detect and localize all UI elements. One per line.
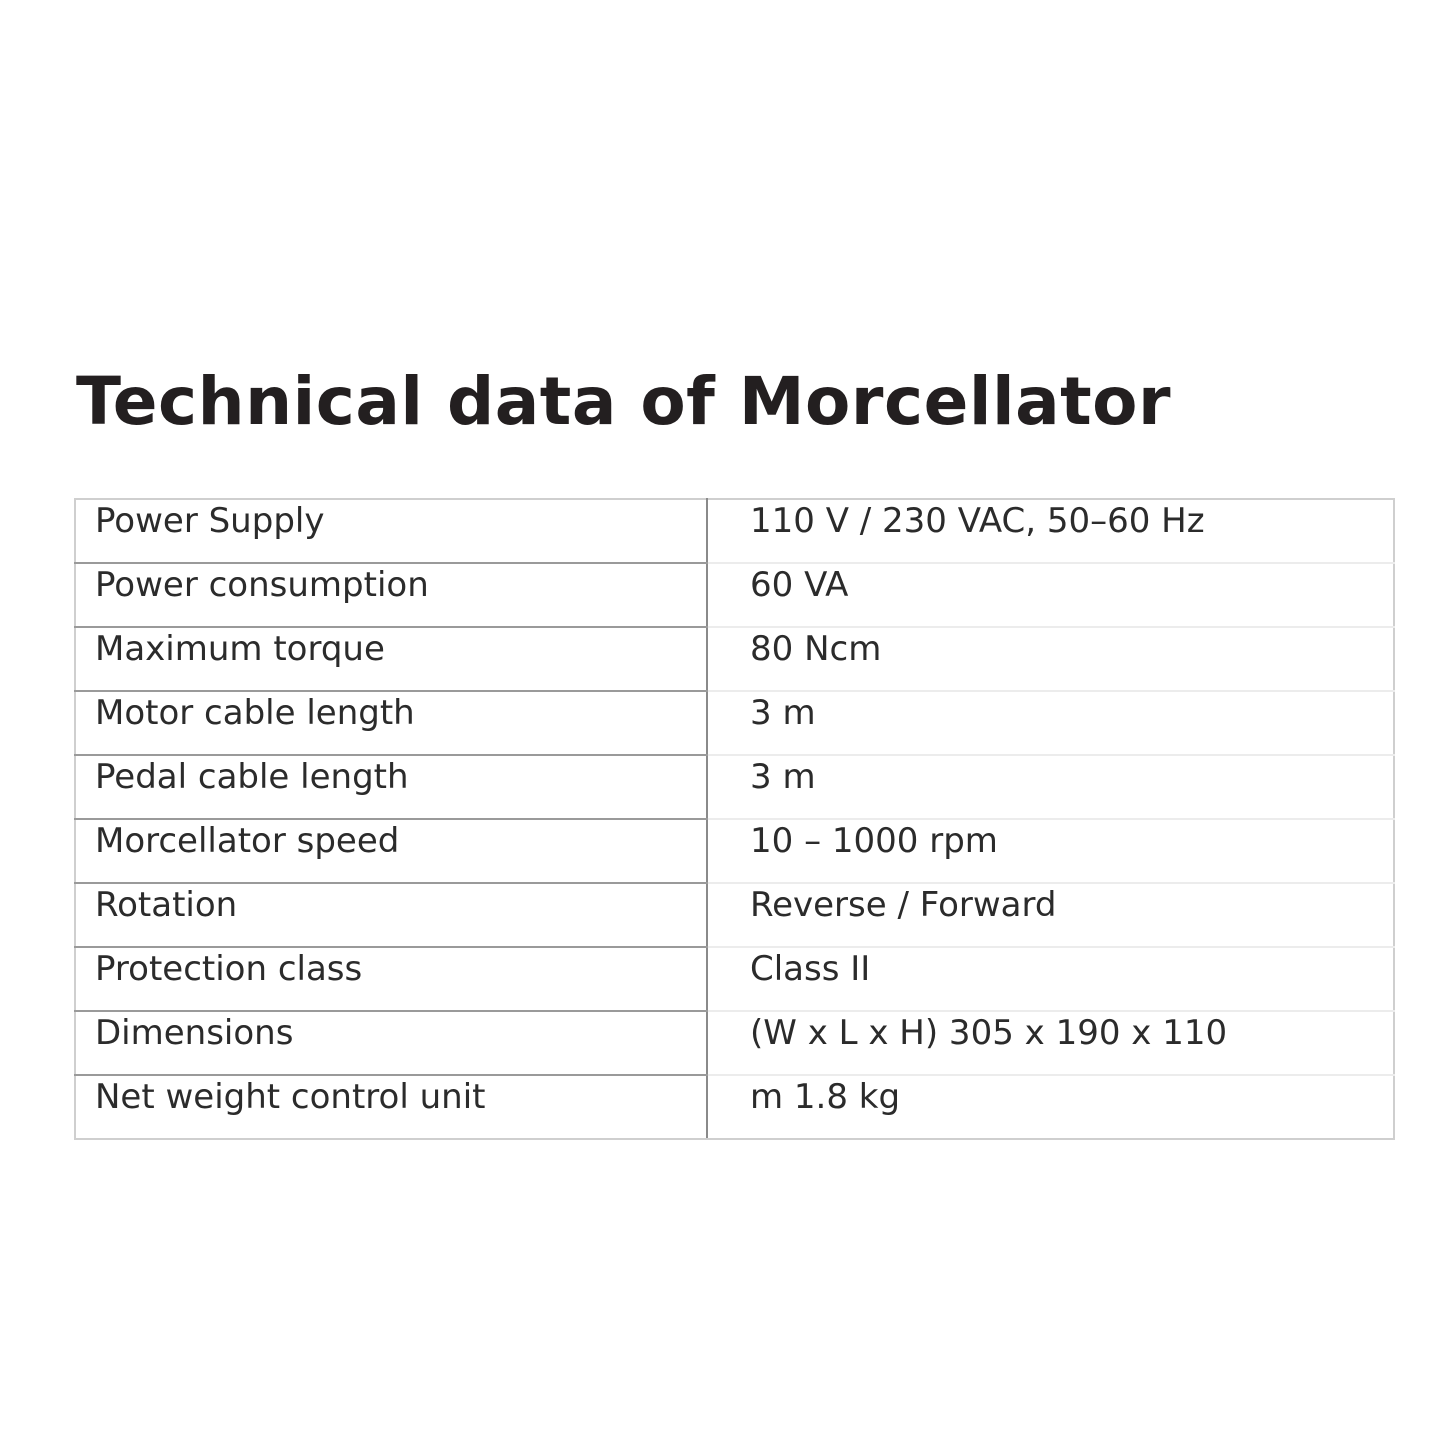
table-row bbox=[75, 499, 1394, 563]
spec-label-cell bbox=[75, 563, 707, 627]
spec-label: Power consumption bbox=[95, 565, 429, 605]
spec-value: 110 V / 230 VAC, 50–60 Hz bbox=[750, 501, 1205, 541]
spec-label: Motor cable length bbox=[95, 693, 415, 733]
spec-value: 3 m bbox=[750, 693, 816, 733]
spec-value: Class II bbox=[750, 949, 871, 989]
spec-label-cell bbox=[75, 499, 707, 563]
table-row bbox=[75, 1011, 1394, 1075]
spec-value: (W x L x H) 305 x 190 x 110 bbox=[750, 1013, 1228, 1053]
spec-value-cell bbox=[707, 499, 1394, 563]
spec-label-cell bbox=[75, 1011, 707, 1075]
table-row bbox=[75, 883, 1394, 947]
spec-value: m 1.8 kg bbox=[750, 1077, 901, 1117]
table-row bbox=[75, 627, 1394, 691]
page-title: Technical data of Morcellator bbox=[76, 363, 1172, 440]
spec-value: 10 – 1000 rpm bbox=[750, 821, 998, 861]
spec-value-cell bbox=[707, 1075, 1394, 1139]
spec-label: Pedal cable length bbox=[95, 757, 409, 797]
spec-value-cell bbox=[707, 563, 1394, 627]
spec-value: Reverse / Forward bbox=[750, 885, 1057, 925]
table-row bbox=[75, 1075, 1394, 1139]
table-row bbox=[75, 819, 1394, 883]
spec-label-cell bbox=[75, 947, 707, 1011]
spec-value-cell bbox=[707, 691, 1394, 755]
table-row bbox=[75, 563, 1394, 627]
spec-label: Power Supply bbox=[95, 501, 325, 541]
spec-label-cell bbox=[75, 883, 707, 947]
spec-label: Morcellator speed bbox=[95, 821, 400, 861]
spec-table bbox=[74, 498, 1395, 1140]
spec-label-cell bbox=[75, 691, 707, 755]
spec-label-cell bbox=[75, 1075, 707, 1139]
table-row bbox=[75, 691, 1394, 755]
spec-value-cell bbox=[707, 819, 1394, 883]
spec-label: Maximum torque bbox=[95, 629, 385, 669]
spec-label-cell bbox=[75, 819, 707, 883]
spec-label: Net weight control unit bbox=[95, 1077, 486, 1117]
table-row bbox=[75, 947, 1394, 1011]
spec-value-cell bbox=[707, 883, 1394, 947]
spec-value-cell bbox=[707, 627, 1394, 691]
spec-label: Protection class bbox=[95, 949, 363, 989]
spec-label: Dimensions bbox=[95, 1013, 294, 1053]
table-row bbox=[75, 755, 1394, 819]
spec-value-cell bbox=[707, 947, 1394, 1011]
spec-value-cell bbox=[707, 1011, 1394, 1075]
spec-label-cell bbox=[75, 755, 707, 819]
spec-label-cell bbox=[75, 627, 707, 691]
spec-label: Rotation bbox=[95, 885, 238, 925]
spec-value: 80 Ncm bbox=[750, 629, 882, 669]
spec-value-cell bbox=[707, 755, 1394, 819]
spec-value: 3 m bbox=[750, 757, 816, 797]
spec-value: 60 VA bbox=[750, 565, 849, 605]
